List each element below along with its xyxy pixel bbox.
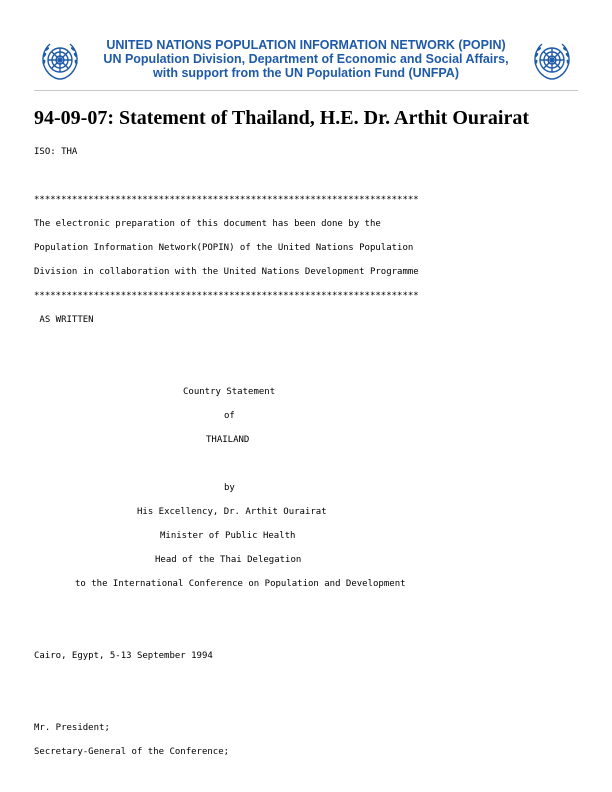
notice-line-3: Division in collaboration with the United Nations Development Programme [34, 267, 419, 277]
country-name: THAILAND [206, 435, 250, 445]
notice-line-1: The electronic preparation of this document has been done by the [34, 219, 381, 229]
of-text: of [224, 411, 235, 421]
divider-stars-bottom: *********************************************************************** [34, 291, 419, 301]
country-statement-heading: Country Statement [183, 387, 276, 397]
header-line-1: UNITED NATIONS POPULATION INFORMATION NETWORK (POPIN) [106, 38, 506, 52]
document-title: 94-09-07: Statement of Thailand, H.E. Dr. Arthit Ourairat [34, 107, 529, 129]
speaker-name: His Excellency, Dr. Arthit Ourairat [137, 507, 327, 517]
salutation-2: Secretary-General of the Conference; [34, 747, 230, 757]
speaker-role: Minister of Public Health [160, 531, 296, 541]
header-line-2: UN Population Division, Department of Economic and Social Affairs, [103, 52, 509, 66]
un-emblem-icon [36, 38, 84, 86]
delegation-role: Head of the Thai Delegation [155, 555, 302, 565]
salutation-1: Mr. President; [34, 723, 110, 733]
conference-name: to the International Conference on Population and Development [75, 579, 406, 589]
as-written-note: AS WRITTEN [34, 315, 94, 325]
header-title [92, 38, 520, 80]
popin-header [34, 36, 578, 91]
notice-line-2: Population Information Network(POPIN) of the United Nations Population [34, 243, 414, 253]
divider-stars-top: *********************************************************************** [34, 195, 419, 205]
un-emblem-icon [528, 38, 576, 86]
place-date: Cairo, Egypt, 5-13 September 1994 [34, 651, 213, 661]
by-text: by [224, 483, 235, 493]
header-line-3: with support from the UN Population Fund (UNFPA) [153, 66, 459, 80]
iso-code: ISO: THA [34, 147, 78, 157]
